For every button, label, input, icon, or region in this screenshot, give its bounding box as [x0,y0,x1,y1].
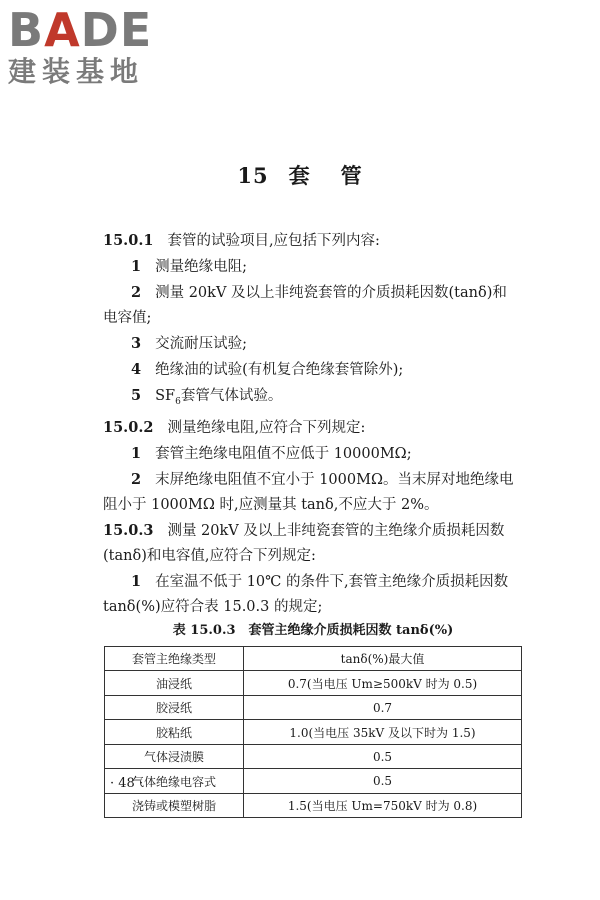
clause-15-0-1: 15.0.1 套管的试验项目,应包括下列内容: [103,232,380,249]
clause-item: 5 $SF_6$套管气体试验。 [131,387,283,407]
page-number: · 48 · [110,776,144,791]
clause-item: 1 套管主绝缘电阻值不应低于 10000MΩ; [131,444,412,462]
table-cell: 油浸纸 [105,671,244,696]
clause-15-0-3: 15.0.3 测量 20kV 及以上非纯瓷套管的主绝缘介质损耗因数 [103,521,505,539]
table-cell: 0.7 [244,695,522,720]
table-header-cell: 套管主绝缘类型 [105,646,244,671]
clause-item: 1 在室温不低于 10℃ 的条件下,套管主绝缘介质损耗因数 [131,572,509,590]
chapter-title-char-2: 管 [340,163,363,188]
table-cell: 1.5(当电压 Um=750kV 时为 0.8) [244,793,522,818]
table-row [105,793,522,818]
table-cell: 胶浸纸 [105,695,244,720]
table-caption: 表 15.0.3 套管主绝缘介质损耗因数 tanδ(%) [172,622,454,638]
clause-item: 2 测量 20kV 及以上非纯瓷套管的介质损耗因数(tanδ)和 [131,284,507,301]
chapter-title [0,160,600,190]
tan-delta-table [104,646,522,819]
table-row [105,671,522,696]
clause-item: 2 末屏绝缘电阻值不宜小于 1000MΩ。当末屏对地绝缘电 [131,470,514,488]
chapter-title-char-1: 套 [288,163,311,188]
table-cell: 气体浸渍膜 [105,744,244,769]
document-body [103,228,523,818]
table-cell: 胶粘纸 [105,720,244,745]
clause-15-0-2: 15.0.2 测量绝缘电阻,应符合下列规定: [103,418,366,436]
table-cell: 0.5 [244,744,522,769]
brand-logo-subtitle: 建装基地 [8,55,145,88]
table-cell: 气体绝缘电容式 [105,769,244,794]
brand-logo-wordmark: BADE [8,3,153,57]
clause-item: 3 交流耐压试验; [131,335,247,352]
chapter-number: 15 [237,163,269,188]
clause-continuation: 电容值; [103,310,152,326]
brand-logo [8,3,178,88]
table-row [105,695,522,720]
table-row [105,720,522,745]
clause-continuation: tanδ(%)应符合表 15.0.3 的规定; [103,598,323,615]
table-cell: 浇铸或模塑树脂 [105,793,244,818]
clause-continuation: (tanδ)和电容值,应符合下列规定: [103,547,316,564]
table-cell: 0.5 [244,769,522,794]
clause-continuation: 阻小于 1000MΩ 时,应测量其 tanδ,不应大于 2%。 [103,496,439,513]
table-row [105,744,522,769]
table-row [105,769,522,794]
clause-item: 1 测量绝缘电阻; [131,258,247,275]
table-cell: 0.7(当电压 Um≥500kV 时为 0.5) [244,671,522,696]
clause-item: 4 绝缘油的试验(有机复合绝缘套管除外); [131,361,404,378]
table-header-row [105,646,522,671]
table-cell: 1.0(当电压 35kV 及以下时为 1.5) [244,720,522,745]
table-header-cell: tanδ(%)最大值 [244,646,522,671]
